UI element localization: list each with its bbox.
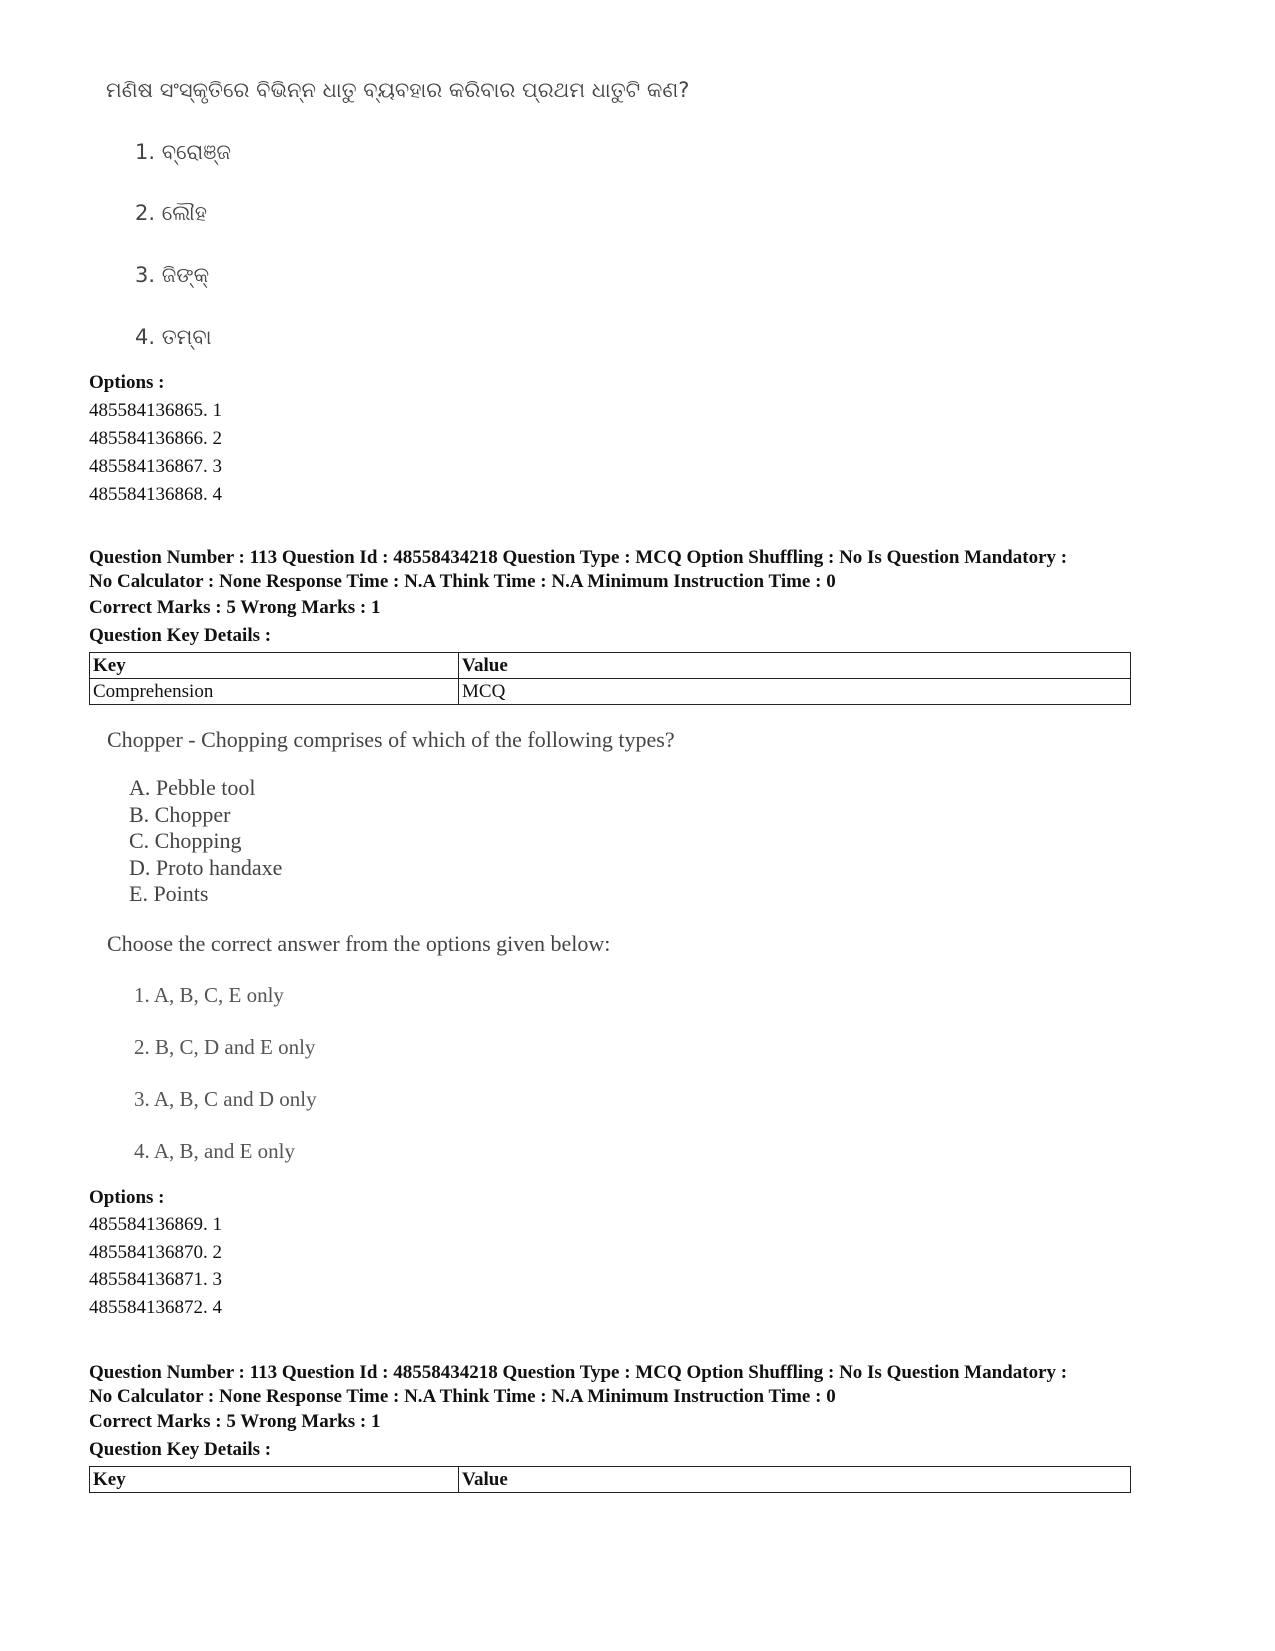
option-id: 485584136865. 1: [89, 400, 222, 421]
choice-item: 2. B, C, D and E only: [134, 1035, 316, 1059]
choice-item: 4. ତମ୍ବା: [135, 325, 212, 349]
statement-item: D. Proto handaxe: [129, 854, 283, 880]
options-label: Options :: [89, 1187, 165, 1208]
question-meta-line: Question Number : 113 Question Id : 48558434218 Question Type : MCQ Option Shuffling : No Is Question Mandatory :: [89, 547, 1068, 568]
statement-item: A. Pebble tool: [129, 775, 256, 800]
option-id: 485584136870. 2: [89, 1242, 222, 1263]
table-header-cell: Key: [90, 653, 459, 679]
question-meta: [89, 546, 1189, 594]
statement-item: E. Points: [129, 881, 209, 906]
table-header-cell: Key: [90, 1467, 459, 1493]
choice-item: 3. A, B, C and D only: [134, 1087, 317, 1111]
table-header-cell: Value: [459, 653, 1131, 679]
marks-line: Correct Marks : 5 Wrong Marks : 1: [89, 597, 381, 618]
option-id: 485584136866. 2: [89, 428, 222, 449]
table-header-row: [90, 653, 1131, 679]
question-meta-line: Question Number : 113 Question Id : 48558434218 Question Type : MCQ Option Shuffling : No Is Question Mandatory :: [89, 1362, 1068, 1383]
question-meta-line: No Calculator : None Response Time : N.A Think Time : N.A Minimum Instruction Time : 0: [89, 1386, 836, 1407]
key-details-label: Question Key Details :: [89, 625, 272, 646]
options-label: Options :: [89, 372, 165, 393]
choice-item: 2. ଲୌହ: [135, 201, 207, 225]
table-row: [90, 679, 1131, 705]
question-text: ମଣିଷ ସଂସ୍କୃତିରେ ବିଭିନ୍ନ ଧାତୁ ବ୍ୟବହାର କରିବାର ପ୍ରଥମ ଧାତୁଟି କଣ?: [106, 78, 690, 102]
table-cell: Comprehension: [90, 679, 459, 705]
table-cell: MCQ: [459, 679, 1131, 705]
question-text: Chopper - Chopping comprises of which of the following types?: [107, 727, 675, 752]
statement-item: B. Chopper: [129, 801, 231, 827]
choice-item: 3. ଜିଙ୍କ୍: [135, 263, 210, 287]
choice-item: 4. A, B, and E only: [134, 1139, 295, 1163]
table-header-cell: Value: [459, 1467, 1131, 1493]
key-details-label: Question Key Details :: [89, 1439, 272, 1460]
option-id: 485584136868. 4: [89, 484, 222, 505]
option-id: 485584136869. 1: [89, 1214, 222, 1235]
statement-list: [129, 775, 282, 908]
question-meta-line: No Calculator : None Response Time : N.A Think Time : N.A Minimum Instruction Time : 0: [89, 571, 836, 592]
option-id: 485584136867. 3: [89, 456, 222, 477]
key-details-table: [89, 652, 1131, 705]
option-id: 485584136871. 3: [89, 1269, 222, 1290]
choice-item: 1. A, B, C, E only: [134, 983, 284, 1007]
marks-line: Correct Marks : 5 Wrong Marks : 1: [89, 1411, 381, 1432]
key-details-table: [89, 1466, 1131, 1493]
table-header-row: [90, 1467, 1131, 1493]
question-meta: [89, 1361, 1189, 1409]
instruction-text: Choose the correct answer from the options given below:: [107, 931, 611, 956]
statement-item: C. Chopping: [129, 828, 242, 853]
option-id: 485584136872. 4: [89, 1297, 222, 1318]
choice-item: 1. ବ୍ରୋଞ୍ଜ: [135, 140, 231, 164]
